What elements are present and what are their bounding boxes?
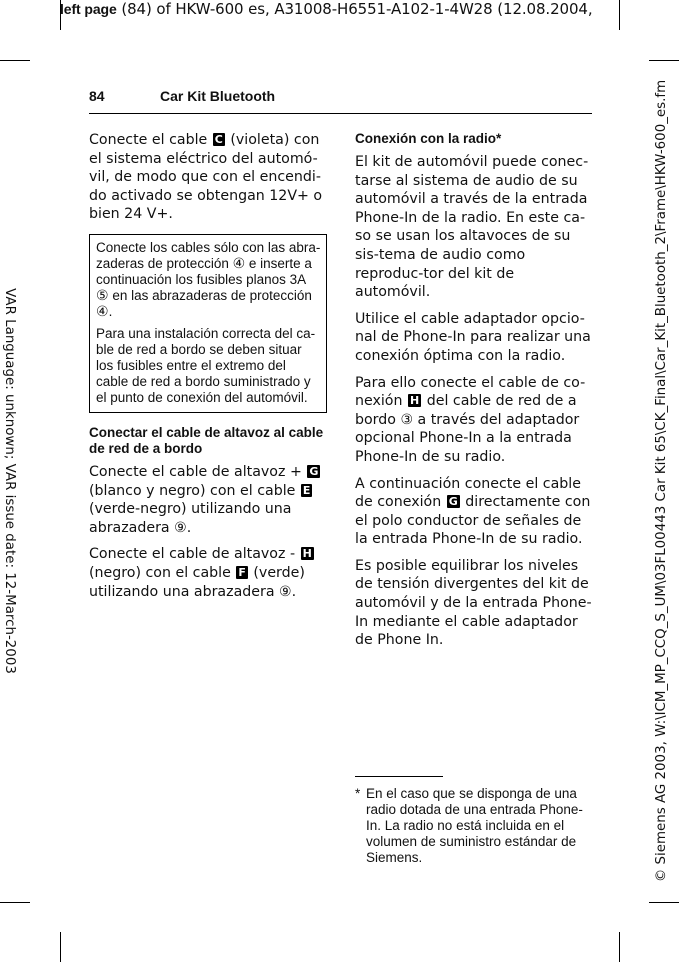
speaker-paragraph-2: Conecte el cable de altavoz - H (negro) con el cable F (verde) utilizando una abrazadera ⑨.	[89, 546, 312, 600]
running-title: Car Kit Bluetooth	[160, 88, 276, 104]
radio-paragraph-5: Es posible equilibrar los niveles de tensión divergentes del kit de automóvil y de la entrada Phone-In mediante el cable adaptador de Phone In.	[355, 557, 592, 649]
connector-key-g: G	[448, 495, 458, 509]
side-info-right: © Siemens AG 2003, W:\ICM_MP_CCQ_S_UM\03FL00443 Car Kit 65\CK_Final\Car_Kit_Bluetooth_2\Frame\HKW-600_es.fm	[654, 79, 669, 883]
connector-key-c: C	[214, 133, 223, 146]
right-column	[355, 131, 593, 658]
radio-paragraph-1: El kit de automóvil puede conec-tarse al sistema de audio de su automóvil a través de la entrada Phone-In de la radio. En este ca-so se usan los altavoces de su sis-tema de audio como reproduc-tor del kit de automóvil.	[355, 154, 589, 301]
footnote-text: En el caso que se disponga de una radio dotada de una entrada Phone-In. La radio no está incluida en el volumen de suministro estándar de Siemens.	[366, 786, 583, 865]
radio-heading: Conexión con la radio*	[355, 131, 502, 146]
circled-number-icon: ⑨	[279, 583, 292, 600]
left-column	[89, 131, 329, 609]
connector-key-h: H	[302, 547, 312, 561]
radio-paragraph-3: Para ello conecte el cable de co-nexión H del cable de red de a bordo ③ a través del adaptador opcional Phone-In a la entrada Phone-In de su radio.	[355, 374, 586, 465]
crop-mark	[619, 932, 620, 962]
print-info-text: (84) of HKW-600 es, A31008-H6551-A102-1-4W28 (12.08.2004,	[121, 0, 593, 18]
note-paragraph-2: Para una instalación correcta del ca-ble de red a bordo se deben situar los fusibles entre el extremo del cable de red a bordo suministrado y el punto de conexión del automóvil.	[96, 325, 316, 405]
speaker-heading: Conectar el cable de altavoz al cable de red de a bordo	[89, 424, 324, 456]
circled-number-icon: ④	[232, 255, 246, 272]
note-paragraph-1: Conecte los cables sólo con las abra-zaderas de protección ④ e inserte a continuación los fusibles planos 3A ⑤ en las abrazaderas de protección ④.	[96, 239, 321, 320]
header-rule	[89, 113, 592, 114]
circled-number-icon: ④	[96, 303, 109, 320]
circled-number-icon: ⑨	[174, 519, 187, 536]
print-info-line	[60, 0, 593, 18]
footnote-marker: *	[355, 786, 361, 801]
circled-number-icon: ⑤	[96, 287, 109, 304]
connector-key-e: E	[302, 483, 311, 497]
page-number: 84	[89, 88, 105, 104]
speaker-paragraph-1: Conecte el cable de altavoz + G (blanco y negro) con el cable E (verde-negro) utilizando una abrazadera ⑨.	[89, 463, 319, 536]
crop-mark	[60, 932, 61, 962]
connector-key-g: G	[309, 464, 319, 478]
radio-paragraph-2: Utilice el cable adaptador opcio-nal de Phone-In para realizar una conexión óptima con la radio.	[355, 310, 591, 364]
circled-number-icon: ③	[400, 411, 414, 428]
crop-mark	[649, 902, 679, 903]
footnote	[355, 786, 595, 866]
note-box	[89, 234, 327, 413]
intro-paragraph: Conecte el cable C (violeta) con el sistema eléctrico del automó-vil, de modo que con el encendi-do activado se obtengan 12V+ o bien 24 V+.	[89, 132, 323, 223]
crop-mark	[649, 60, 679, 61]
crop-mark	[0, 902, 30, 903]
crop-mark	[0, 60, 30, 61]
left-page-label: left page	[60, 1, 117, 17]
footnote-rule	[355, 776, 443, 777]
crop-mark	[619, 0, 620, 30]
connector-key-h: H	[410, 394, 420, 408]
side-info-left: VAR Language: unknown; VAR issue date: 12-March-2003	[2, 288, 17, 674]
radio-paragraph-4: A continuación conecte el cable de conexión G directamente con el polo conductor de señales de la entrada Phone-In de su radio.	[355, 475, 591, 548]
connector-key-f: F	[238, 565, 246, 579]
